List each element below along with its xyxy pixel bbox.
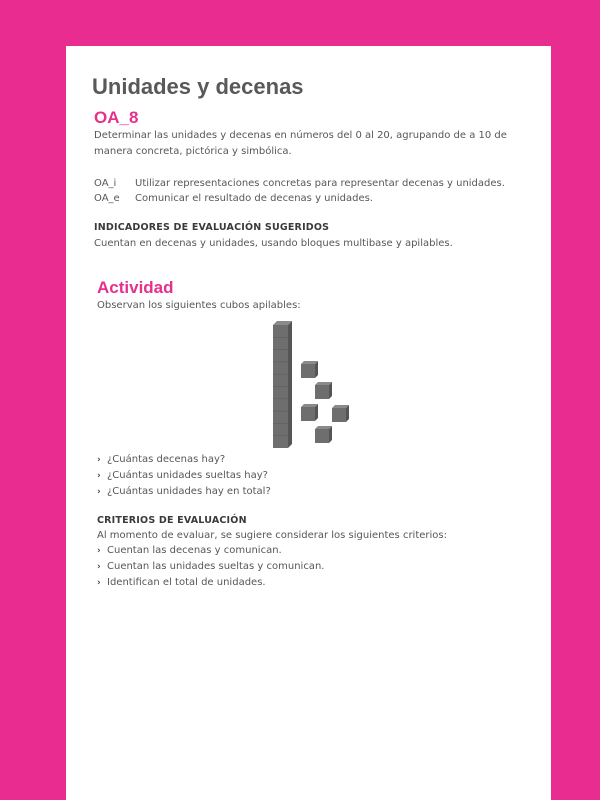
stacking-cubes-illustration (270, 321, 360, 449)
attitude-text: Comunicar el resultado de decenas y unidades. (135, 193, 373, 204)
loose-cube (315, 426, 332, 443)
indicators-text: Cuentan en decenas y unidades, usando bloques multibase y apilables. (94, 238, 453, 249)
loose-cube (301, 404, 318, 421)
criteria-list (97, 543, 324, 591)
question-item (97, 468, 271, 484)
question-text: ¿Cuántas decenas hay? (107, 454, 226, 465)
chevron-right-icon: › (97, 562, 101, 572)
activity-heading: Actividad (97, 278, 174, 297)
attitude-code: OA_e (94, 193, 120, 204)
attitudes-list (94, 176, 505, 206)
activity-intro: Observan los siguientes cubos apilables: (97, 300, 301, 311)
attitude-code: OA_i (94, 178, 117, 189)
criteria-heading: CRITERIOS DE EVALUACIÓN (97, 515, 247, 526)
document-page (66, 46, 551, 800)
chevron-right-icon: › (97, 455, 101, 465)
criteria-text: Cuentan las decenas y comunican. (107, 545, 282, 556)
criteria-item (97, 575, 324, 591)
question-text: ¿Cuántas unidades hay en total? (107, 486, 271, 497)
oa-code: OA_8 (94, 108, 139, 127)
loose-cube (315, 382, 332, 399)
question-item (97, 484, 271, 500)
attitude-item (94, 191, 505, 206)
chevron-right-icon: › (97, 546, 101, 556)
criteria-item (97, 559, 324, 575)
attitude-item (94, 176, 505, 191)
question-item (97, 452, 271, 468)
attitude-text: Utilizar representaciones concretas para representar decenas y unidades. (135, 178, 505, 189)
chevron-right-icon: › (97, 471, 101, 481)
page-title: Unidades y decenas (92, 74, 304, 99)
loose-cube (301, 361, 318, 378)
indicators-heading: INDICADORES DE EVALUACIÓN SUGERIDOS (94, 222, 330, 233)
ten-cube-tower (273, 321, 292, 448)
criteria-text: Identifican el total de unidades. (107, 577, 266, 588)
criteria-intro: Al momento de evaluar, se sugiere considerar los siguientes criterios: (97, 530, 447, 541)
criteria-item (97, 543, 324, 559)
chevron-right-icon: › (97, 487, 101, 497)
loose-cube (332, 405, 349, 422)
oa-description: Determinar las unidades y decenas en números del 0 al 20, agrupando de a 10 de manera concreta, pictórica y simbólica. (94, 130, 507, 157)
chevron-right-icon: › (97, 578, 101, 588)
questions-list (97, 452, 271, 500)
question-text: ¿Cuántas unidades sueltas hay? (107, 470, 268, 481)
criteria-text: Cuentan las unidades sueltas y comunican. (107, 561, 325, 572)
cubes-figure (270, 321, 360, 449)
